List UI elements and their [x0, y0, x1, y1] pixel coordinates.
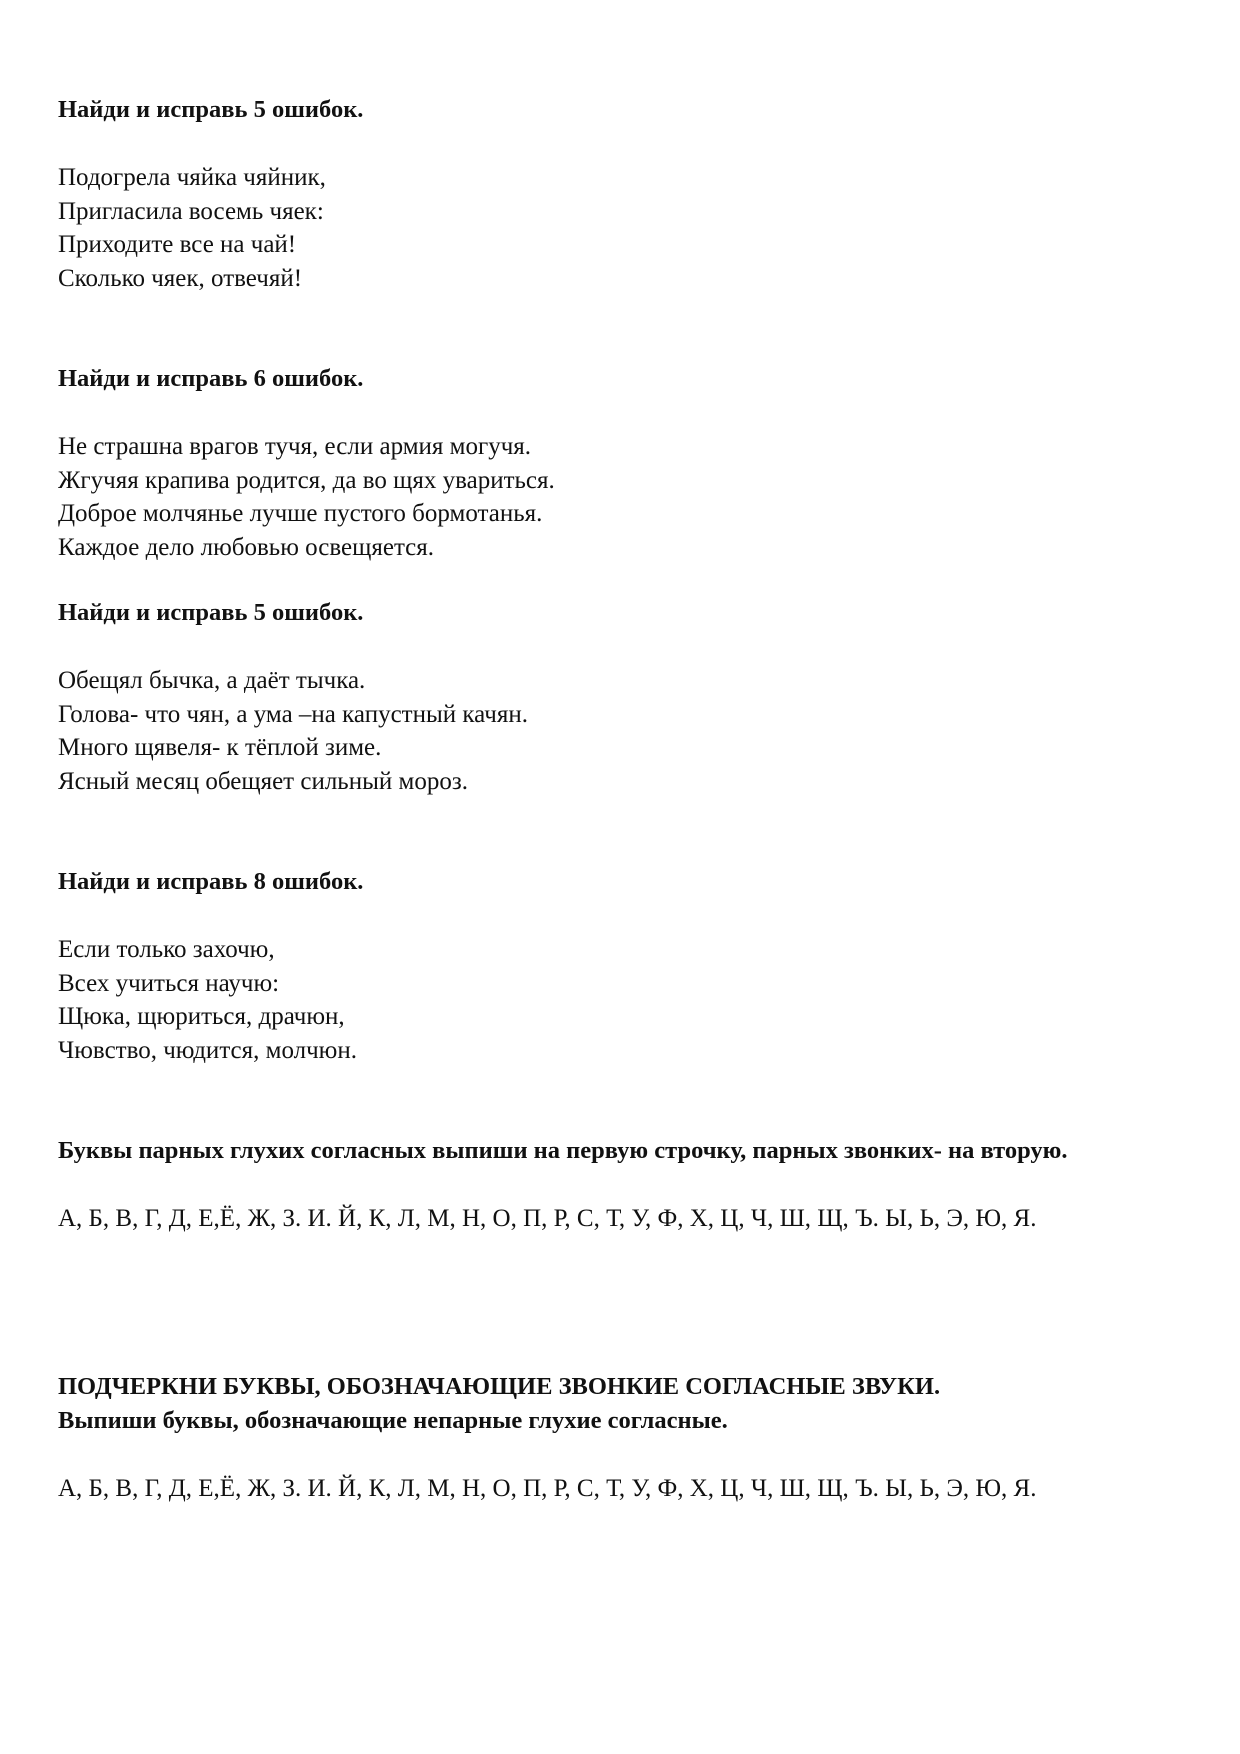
exercise-1-heading: Найди и исправь 5 ошибок. — [58, 96, 364, 123]
exercise-2-line-2: Жгучяя крапива родится, да во щях увариться. — [58, 466, 555, 494]
exercise-5 — [58, 1134, 1188, 1236]
exercise-1-line-4: Сколько чяек, отвечяй! — [58, 264, 303, 292]
exercise-6-alphabet: А, Б, В, Г, Д, Е,Ё, Ж, З. И. Й, К, Л, М, Н, О, П, Р, С, Т, У, Ф, Х, Ц, Ч, Ш, Щ, Ъ. Ы, Ь, Э, Ю, Я. — [58, 1475, 1037, 1502]
exercise-3-line-3: Много щявеля- к тёплой зиме. — [58, 734, 382, 761]
exercise-3 — [58, 596, 1188, 798]
exercise-4-line-1: Если только захочю, — [58, 936, 275, 963]
exercise-4-line-2: Всех учиться научю: — [58, 969, 280, 997]
exercise-4-heading: Найди и исправь 8 ошибок. — [58, 868, 364, 895]
exercise-5-heading: Буквы парных глухих согласных выпиши на первую строчку, парных звонких- на вторую. — [58, 1137, 1068, 1164]
exercise-2-heading: Найди и исправь 6 ошибок. — [58, 365, 364, 392]
exercise-4-line-4: Чювство, чюдится, молчюн. — [58, 1036, 357, 1064]
exercise-4 — [58, 865, 1188, 1067]
exercise-3-line-4: Ясный месяц обещяет сильный мороз. — [58, 767, 468, 795]
exercise-6-subheading: Выпиши буквы, обозначающие непарные глухие согласные. — [58, 1407, 728, 1434]
exercise-2 — [58, 362, 1188, 564]
exercise-1-line-2: Пригласила восемь чяек: — [58, 197, 324, 225]
exercise-3-line-2: Голова- что чян, а ума –на капустный качян. — [58, 700, 528, 728]
exercise-1 — [58, 93, 1188, 295]
exercise-3-line-1: Обещял бычка, а даёт тычка. — [58, 667, 366, 694]
exercise-5-alphabet: А, Б, В, Г, Д, Е,Ё, Ж, З. И. Й, К, Л, М, Н, О, П, Р, С, Т, У, Ф, Х, Ц, Ч, Ш, Щ, Ъ. Ы, Ь, Э, Ю, Я. — [58, 1205, 1037, 1232]
exercise-6 — [58, 1370, 1188, 1506]
exercise-2-line-4: Каждое дело любовью освещяется. — [58, 533, 435, 561]
exercise-1-line-3: Приходите все на чай! — [58, 231, 297, 258]
exercise-3-heading: Найди и исправь 5 ошибок. — [58, 599, 364, 626]
exercise-2-line-1: Не страшна врагов тучя, если армия могучя. — [58, 433, 532, 460]
exercise-6-heading: ПОДЧЕРКНИ БУКВЫ, ОБОЗНАЧАЮЩИЕ ЗВОНКИЕ СОГЛАСНЫЕ ЗВУКИ. — [58, 1373, 941, 1400]
exercise-1-line-1: Подогрела чяйка чяйник, — [58, 164, 326, 191]
exercise-4-line-3: Щюка, щюриться, драчюн, — [58, 1003, 345, 1030]
exercise-2-line-3: Доброе молчянье лучше пустого бормотанья. — [58, 500, 543, 527]
